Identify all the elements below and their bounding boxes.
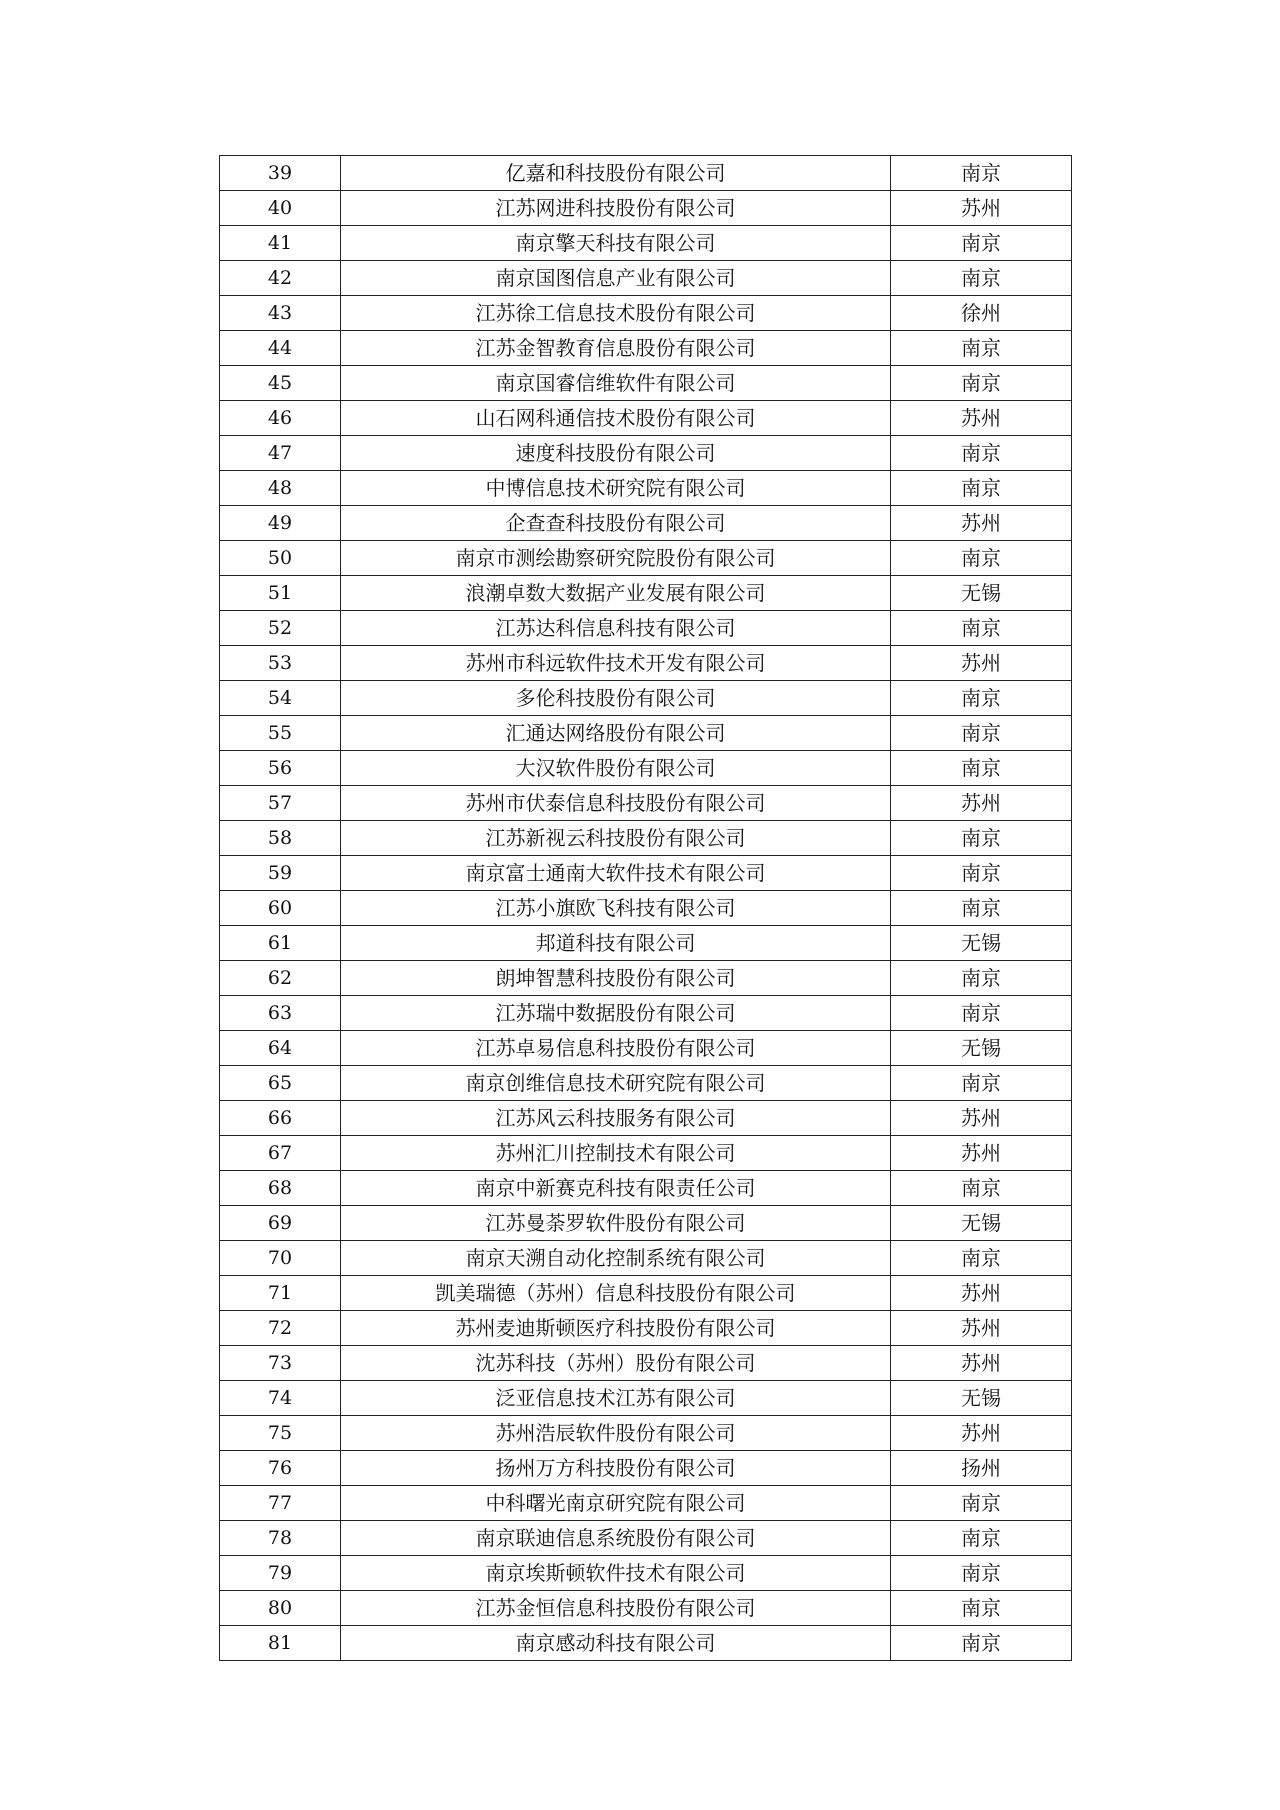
company-name-cell: 江苏瑞中数据股份有限公司 <box>341 996 891 1031</box>
row-number-cell: 76 <box>220 1451 341 1486</box>
company-name-cell: 江苏曼荼罗软件股份有限公司 <box>341 1206 891 1241</box>
city-cell: 南京 <box>891 1521 1072 1556</box>
city-cell: 南京 <box>891 471 1072 506</box>
table-row <box>220 261 1072 296</box>
row-number-cell: 66 <box>220 1101 341 1136</box>
company-name-cell: 南京擎天科技有限公司 <box>341 226 891 261</box>
company-name-cell: 南京富士通南大软件技术有限公司 <box>341 856 891 891</box>
table-row <box>220 576 1072 611</box>
table-row <box>220 821 1072 856</box>
row-number-cell: 59 <box>220 856 341 891</box>
company-name-cell: 南京联迪信息系统股份有限公司 <box>341 1521 891 1556</box>
row-number-cell: 47 <box>220 436 341 471</box>
city-cell: 南京 <box>891 996 1072 1031</box>
row-number-cell: 60 <box>220 891 341 926</box>
row-number-cell: 45 <box>220 366 341 401</box>
city-cell: 苏州 <box>891 506 1072 541</box>
row-number-cell: 55 <box>220 716 341 751</box>
city-cell: 苏州 <box>891 1101 1072 1136</box>
city-cell: 南京 <box>891 366 1072 401</box>
table-row <box>220 331 1072 366</box>
company-name-cell: 江苏徐工信息技术股份有限公司 <box>341 296 891 331</box>
table-row <box>220 786 1072 821</box>
table-row <box>220 856 1072 891</box>
city-cell: 苏州 <box>891 1276 1072 1311</box>
city-cell: 徐州 <box>891 296 1072 331</box>
city-cell: 苏州 <box>891 786 1072 821</box>
company-name-cell: 亿嘉和科技股份有限公司 <box>341 156 891 191</box>
table-row <box>220 541 1072 576</box>
row-number-cell: 65 <box>220 1066 341 1101</box>
company-name-cell: 苏州麦迪斯顿医疗科技股份有限公司 <box>341 1311 891 1346</box>
company-name-cell: 江苏达科信息科技有限公司 <box>341 611 891 646</box>
city-cell: 南京 <box>891 611 1072 646</box>
table-body <box>220 156 1072 1661</box>
row-number-cell: 41 <box>220 226 341 261</box>
city-cell: 无锡 <box>891 1206 1072 1241</box>
city-cell: 扬州 <box>891 1451 1072 1486</box>
company-name-cell: 南京创维信息技术研究院有限公司 <box>341 1066 891 1101</box>
city-cell: 南京 <box>891 436 1072 471</box>
table-row <box>220 156 1072 191</box>
company-name-cell: 江苏网进科技股份有限公司 <box>341 191 891 226</box>
city-cell: 苏州 <box>891 1346 1072 1381</box>
company-name-cell: 南京国睿信维软件有限公司 <box>341 366 891 401</box>
city-cell: 南京 <box>891 1556 1072 1591</box>
table-row <box>220 1556 1072 1591</box>
row-number-cell: 52 <box>220 611 341 646</box>
city-cell: 南京 <box>891 681 1072 716</box>
city-cell: 无锡 <box>891 576 1072 611</box>
company-table <box>219 155 1072 1661</box>
company-name-cell: 苏州市伏泰信息科技股份有限公司 <box>341 786 891 821</box>
city-cell: 南京 <box>891 541 1072 576</box>
city-cell: 无锡 <box>891 1031 1072 1066</box>
company-name-cell: 南京感动科技有限公司 <box>341 1626 891 1661</box>
city-cell: 无锡 <box>891 1381 1072 1416</box>
row-number-cell: 64 <box>220 1031 341 1066</box>
company-name-cell: 朗坤智慧科技股份有限公司 <box>341 961 891 996</box>
table-row <box>220 366 1072 401</box>
table-row <box>220 1346 1072 1381</box>
city-cell: 无锡 <box>891 926 1072 961</box>
city-cell: 南京 <box>891 716 1072 751</box>
company-name-cell: 南京埃斯顿软件技术有限公司 <box>341 1556 891 1591</box>
row-number-cell: 53 <box>220 646 341 681</box>
table-row <box>220 1276 1072 1311</box>
company-name-cell: 中博信息技术研究院有限公司 <box>341 471 891 506</box>
table-row <box>220 226 1072 261</box>
table-row <box>220 436 1072 471</box>
company-name-cell: 江苏卓易信息科技股份有限公司 <box>341 1031 891 1066</box>
city-cell: 南京 <box>891 1486 1072 1521</box>
row-number-cell: 42 <box>220 261 341 296</box>
row-number-cell: 61 <box>220 926 341 961</box>
company-name-cell: 江苏新视云科技股份有限公司 <box>341 821 891 856</box>
row-number-cell: 54 <box>220 681 341 716</box>
row-number-cell: 48 <box>220 471 341 506</box>
table-row <box>220 1031 1072 1066</box>
company-name-cell: 企查查科技股份有限公司 <box>341 506 891 541</box>
row-number-cell: 70 <box>220 1241 341 1276</box>
table-row <box>220 506 1072 541</box>
row-number-cell: 72 <box>220 1311 341 1346</box>
city-cell: 南京 <box>891 1626 1072 1661</box>
company-name-cell: 多伦科技股份有限公司 <box>341 681 891 716</box>
table-row <box>220 1066 1072 1101</box>
company-name-cell: 泛亚信息技术江苏有限公司 <box>341 1381 891 1416</box>
table-row <box>220 926 1072 961</box>
row-number-cell: 78 <box>220 1521 341 1556</box>
table-row <box>220 961 1072 996</box>
table-row <box>220 646 1072 681</box>
table-row <box>220 296 1072 331</box>
table-row <box>220 1381 1072 1416</box>
row-number-cell: 39 <box>220 156 341 191</box>
table-row <box>220 891 1072 926</box>
city-cell: 南京 <box>891 226 1072 261</box>
table-row <box>220 1311 1072 1346</box>
company-name-cell: 邦道科技有限公司 <box>341 926 891 961</box>
city-cell: 南京 <box>891 156 1072 191</box>
city-cell: 苏州 <box>891 1416 1072 1451</box>
company-name-cell: 南京天溯自动化控制系统有限公司 <box>341 1241 891 1276</box>
table-row <box>220 1626 1072 1661</box>
row-number-cell: 51 <box>220 576 341 611</box>
city-cell: 苏州 <box>891 1311 1072 1346</box>
company-name-cell: 扬州万方科技股份有限公司 <box>341 1451 891 1486</box>
row-number-cell: 49 <box>220 506 341 541</box>
table-row <box>220 1206 1072 1241</box>
table-row <box>220 1451 1072 1486</box>
city-cell: 南京 <box>891 856 1072 891</box>
row-number-cell: 40 <box>220 191 341 226</box>
city-cell: 苏州 <box>891 1136 1072 1171</box>
company-name-cell: 南京市测绘勘察研究院股份有限公司 <box>341 541 891 576</box>
company-name-cell: 江苏金智教育信息股份有限公司 <box>341 331 891 366</box>
company-name-cell: 中科曙光南京研究院有限公司 <box>341 1486 891 1521</box>
company-name-cell: 凯美瑞德（苏州）信息科技股份有限公司 <box>341 1276 891 1311</box>
row-number-cell: 43 <box>220 296 341 331</box>
row-number-cell: 56 <box>220 751 341 786</box>
row-number-cell: 81 <box>220 1626 341 1661</box>
row-number-cell: 67 <box>220 1136 341 1171</box>
table-row <box>220 471 1072 506</box>
table-row <box>220 681 1072 716</box>
row-number-cell: 77 <box>220 1486 341 1521</box>
table-row <box>220 1136 1072 1171</box>
company-name-cell: 南京中新赛克科技有限责任公司 <box>341 1171 891 1206</box>
table-row <box>220 401 1072 436</box>
row-number-cell: 69 <box>220 1206 341 1241</box>
company-name-cell: 大汉软件股份有限公司 <box>341 751 891 786</box>
row-number-cell: 80 <box>220 1591 341 1626</box>
row-number-cell: 46 <box>220 401 341 436</box>
city-cell: 南京 <box>891 1241 1072 1276</box>
city-cell: 南京 <box>891 331 1072 366</box>
row-number-cell: 73 <box>220 1346 341 1381</box>
company-name-cell: 苏州市科远软件技术开发有限公司 <box>341 646 891 681</box>
row-number-cell: 44 <box>220 331 341 366</box>
city-cell: 苏州 <box>891 191 1072 226</box>
city-cell: 南京 <box>891 1171 1072 1206</box>
city-cell: 南京 <box>891 261 1072 296</box>
company-name-cell: 南京国图信息产业有限公司 <box>341 261 891 296</box>
company-name-cell: 汇通达网络股份有限公司 <box>341 716 891 751</box>
city-cell: 南京 <box>891 1591 1072 1626</box>
table-row <box>220 1416 1072 1451</box>
table-row <box>220 191 1072 226</box>
row-number-cell: 68 <box>220 1171 341 1206</box>
city-cell: 苏州 <box>891 401 1072 436</box>
row-number-cell: 62 <box>220 961 341 996</box>
table-row <box>220 1486 1072 1521</box>
city-cell: 苏州 <box>891 646 1072 681</box>
city-cell: 南京 <box>891 751 1072 786</box>
row-number-cell: 79 <box>220 1556 341 1591</box>
row-number-cell: 63 <box>220 996 341 1031</box>
table-row <box>220 1591 1072 1626</box>
row-number-cell: 58 <box>220 821 341 856</box>
company-name-cell: 速度科技股份有限公司 <box>341 436 891 471</box>
row-number-cell: 57 <box>220 786 341 821</box>
table-row <box>220 611 1072 646</box>
table-row <box>220 1241 1072 1276</box>
city-cell: 南京 <box>891 891 1072 926</box>
company-name-cell: 苏州浩辰软件股份有限公司 <box>341 1416 891 1451</box>
table-row <box>220 1521 1072 1556</box>
city-cell: 南京 <box>891 1066 1072 1101</box>
row-number-cell: 71 <box>220 1276 341 1311</box>
company-name-cell: 江苏风云科技服务有限公司 <box>341 1101 891 1136</box>
company-name-cell: 沈苏科技（苏州）股份有限公司 <box>341 1346 891 1381</box>
table-row <box>220 1171 1072 1206</box>
company-name-cell: 江苏小旗欧飞科技有限公司 <box>341 891 891 926</box>
company-name-cell: 苏州汇川控制技术有限公司 <box>341 1136 891 1171</box>
table-row <box>220 1101 1072 1136</box>
company-name-cell: 浪潮卓数大数据产业发展有限公司 <box>341 576 891 611</box>
city-cell: 南京 <box>891 821 1072 856</box>
row-number-cell: 75 <box>220 1416 341 1451</box>
company-name-cell: 山石网科通信技术股份有限公司 <box>341 401 891 436</box>
table-row <box>220 751 1072 786</box>
row-number-cell: 74 <box>220 1381 341 1416</box>
city-cell: 南京 <box>891 961 1072 996</box>
table-row <box>220 996 1072 1031</box>
row-number-cell: 50 <box>220 541 341 576</box>
table-row <box>220 716 1072 751</box>
company-name-cell: 江苏金恒信息科技股份有限公司 <box>341 1591 891 1626</box>
